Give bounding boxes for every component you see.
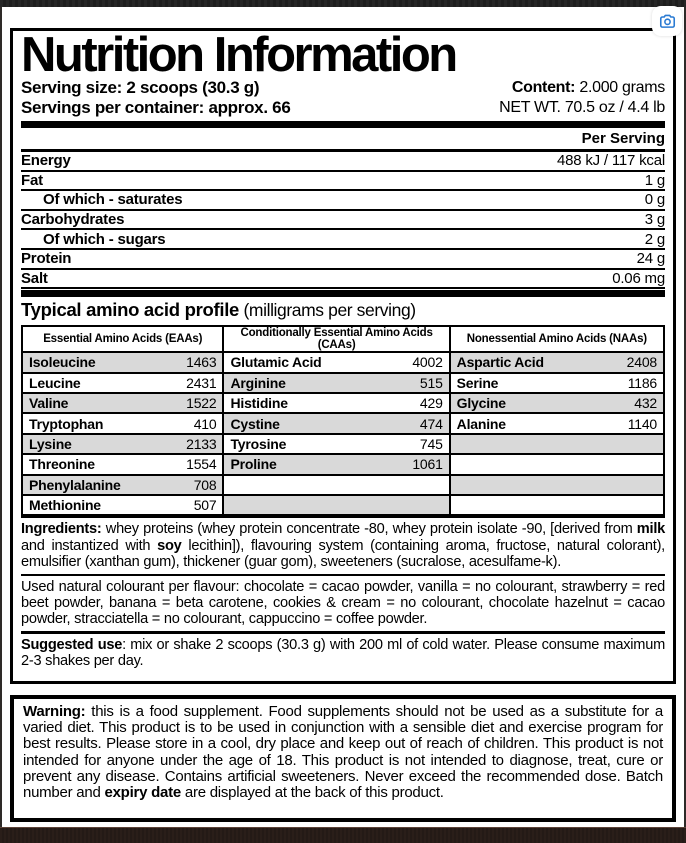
amino-name: Arginine [230,374,286,391]
amino-value: 474 [419,415,443,432]
amino-row [224,496,448,514]
fact-label: Energy [21,152,71,170]
amino-row [451,435,663,455]
amino-subtitle: (milligrams per serving) [243,300,416,321]
amino-name: Cystine [230,415,280,432]
amino-row [23,414,222,434]
amino-name: Tyrosine [230,435,287,452]
amino-name: Tryptophan [29,415,104,432]
amino-value: 410 [193,415,217,432]
serving-size-value: 2 scoops (30.3 g) [126,78,260,97]
amino-row [23,496,222,514]
amino-acid-table [21,325,665,518]
amino-row [451,476,663,496]
fact-row [21,250,665,270]
amino-value: 708 [193,476,217,493]
amino-row [451,394,663,414]
fact-row [21,230,665,250]
amino-row [451,374,663,394]
serving-size-label: Serving size: [21,78,122,97]
fact-value: 1 g [644,171,665,189]
amino-value: 1061 [412,456,443,473]
per-serving-header: Per Serving [21,128,665,152]
net-weight-line: NET WT. 70.5 oz / 4.4 lb [499,98,665,116]
fact-value: 2 g [644,230,665,248]
fact-value: 3 g [644,211,665,229]
nutrition-label-box [10,28,676,684]
amino-value: 4002 [412,354,443,371]
page-title: Nutrition Information [21,28,456,82]
amino-value: 429 [419,395,443,412]
amino-row [224,455,448,475]
amino-row [451,414,663,434]
colourant-paragraph: Used natural colourant per flavour: chocolate = cacao powder, vanilla = no colourant, strawberry = red beet powder, banana = beta carotene, cookies & cream = no colourant, chocolate hazelnut = cacao powder, stracciatella = no colourant, cappuccino = coffee powder. [21,578,665,628]
top-edge-strip [0,0,686,7]
amino-name: Phenylalanine [29,476,121,493]
camera-icon [658,12,677,31]
fact-row [21,172,665,192]
fact-row [21,191,665,211]
bottom-edge-strip [0,827,686,843]
amino-value: 515 [419,374,443,391]
visual-search-button[interactable] [652,6,682,36]
fact-label: Salt [21,269,48,287]
warning-box [10,695,676,822]
amino-name: Leucine [29,374,81,391]
amino-value: 1140 [627,415,657,432]
amino-column [224,327,450,514]
amino-row [224,394,448,414]
amino-column-header: Nonessential Amino Acids (NAAs) [451,327,663,353]
amino-name: Alanine [456,415,506,432]
amino-row [23,353,222,373]
amino-name: Aspartic Acid [456,354,544,371]
amino-row [23,435,222,455]
amino-row [451,353,663,373]
servings-value: approx. 66 [208,97,291,117]
amino-row [224,374,448,394]
warning-paragraph: Warning: this is a food supplement. Food supplements should not be used as a substitute for a varied diet. This product is to be used in conjunction with a sensible diet and exercise program for best results. Please store in a cool, dry place and keep out of reach of children. This product is not intended for anyone under the age of 18. This product is not intended to diagnose, treat, cure or prevent any disease. Contains artificial sweeteners. Never exceed the recommended dose. Batch number and expiry date are displayed at the back of this product. [23,703,663,802]
amino-column-header: Conditionally Essential Amino Acids (CAAs) [224,327,448,353]
amino-value: 1522 [186,395,217,412]
divider-bar-mid [21,290,665,297]
content-value: 2.000 grams [579,79,665,96]
serving-size-line [21,78,290,98]
fact-row [21,211,665,231]
amino-value: 2133 [186,435,217,452]
divider-bar-top [21,121,665,128]
amino-column-header: Essential Amino Acids (EAAs) [23,327,222,353]
serving-info-block [21,78,665,117]
amino-name: Lysine [29,435,72,452]
fact-value: 488 kJ / 117 kcal [556,152,665,170]
servings-per-container-line [21,98,290,118]
content-label: Content: [511,79,576,96]
amino-row [451,455,663,475]
content-line [499,78,665,98]
amino-value: 432 [634,395,657,412]
fact-value: 24 g [636,250,665,268]
suggested-use-paragraph: Suggested use: mix or shake 2 scoops (30.3 g) with 200 ml of cold water. Please consume maximum 2-3 shakes per day. [21,636,665,670]
amino-value: 1554 [186,456,217,473]
amino-row [23,374,222,394]
amino-value: 507 [193,497,217,514]
fact-row [21,152,665,172]
fact-label: Fat [21,171,43,189]
amino-row [451,496,663,514]
amino-value: 1463 [186,354,217,371]
fact-value: 0.06 mg [612,269,665,287]
fact-label: Protein [21,250,72,268]
amino-name: Glycine [456,395,506,412]
amino-name: Threonine [29,456,95,473]
amino-value: 745 [419,435,443,452]
nutrition-facts-table [21,152,665,289]
servings-label: Servings per container: [21,97,204,117]
fact-value: 0 g [644,191,665,209]
amino-name: Glutamic Acid [230,354,322,371]
amino-value: 2431 [186,374,217,391]
fact-label: Of which - sugars [43,230,166,248]
amino-name: Histidine [230,395,288,412]
ingredients-paragraph: Ingredients: whey proteins (whey protein concentrate -80, whey protein isolate -90, [derived from milk and instantized with soy lecithin]), flavouring system (containing aroma, fructose, natural colorant), emulsifier (xanthan gum), thickener (guar gom), sweeteners (sucralose, acesulfame-k). [21,521,665,571]
amino-value: 1186 [627,374,657,391]
amino-name: Isoleucine [29,354,96,371]
fact-label: Carbohydrates [21,211,125,229]
amino-row [23,476,222,496]
amino-name: Serine [456,374,499,391]
amino-name: Proline [230,456,277,473]
amino-name: Methionine [29,497,101,514]
left-edge-line [0,0,2,843]
amino-row [224,414,448,434]
amino-row [224,476,448,496]
fact-row [21,270,665,290]
amino-section-title [21,297,665,325]
amino-row [23,455,222,475]
amino-row [224,353,448,373]
amino-row [23,394,222,414]
amino-column [451,327,663,514]
amino-value: 2408 [626,354,657,371]
amino-name: Valine [29,395,69,412]
amino-row [224,435,448,455]
amino-column [23,327,224,514]
fact-label: Of which - saturates [43,191,183,209]
amino-title: Typical amino acid profile [21,299,240,321]
